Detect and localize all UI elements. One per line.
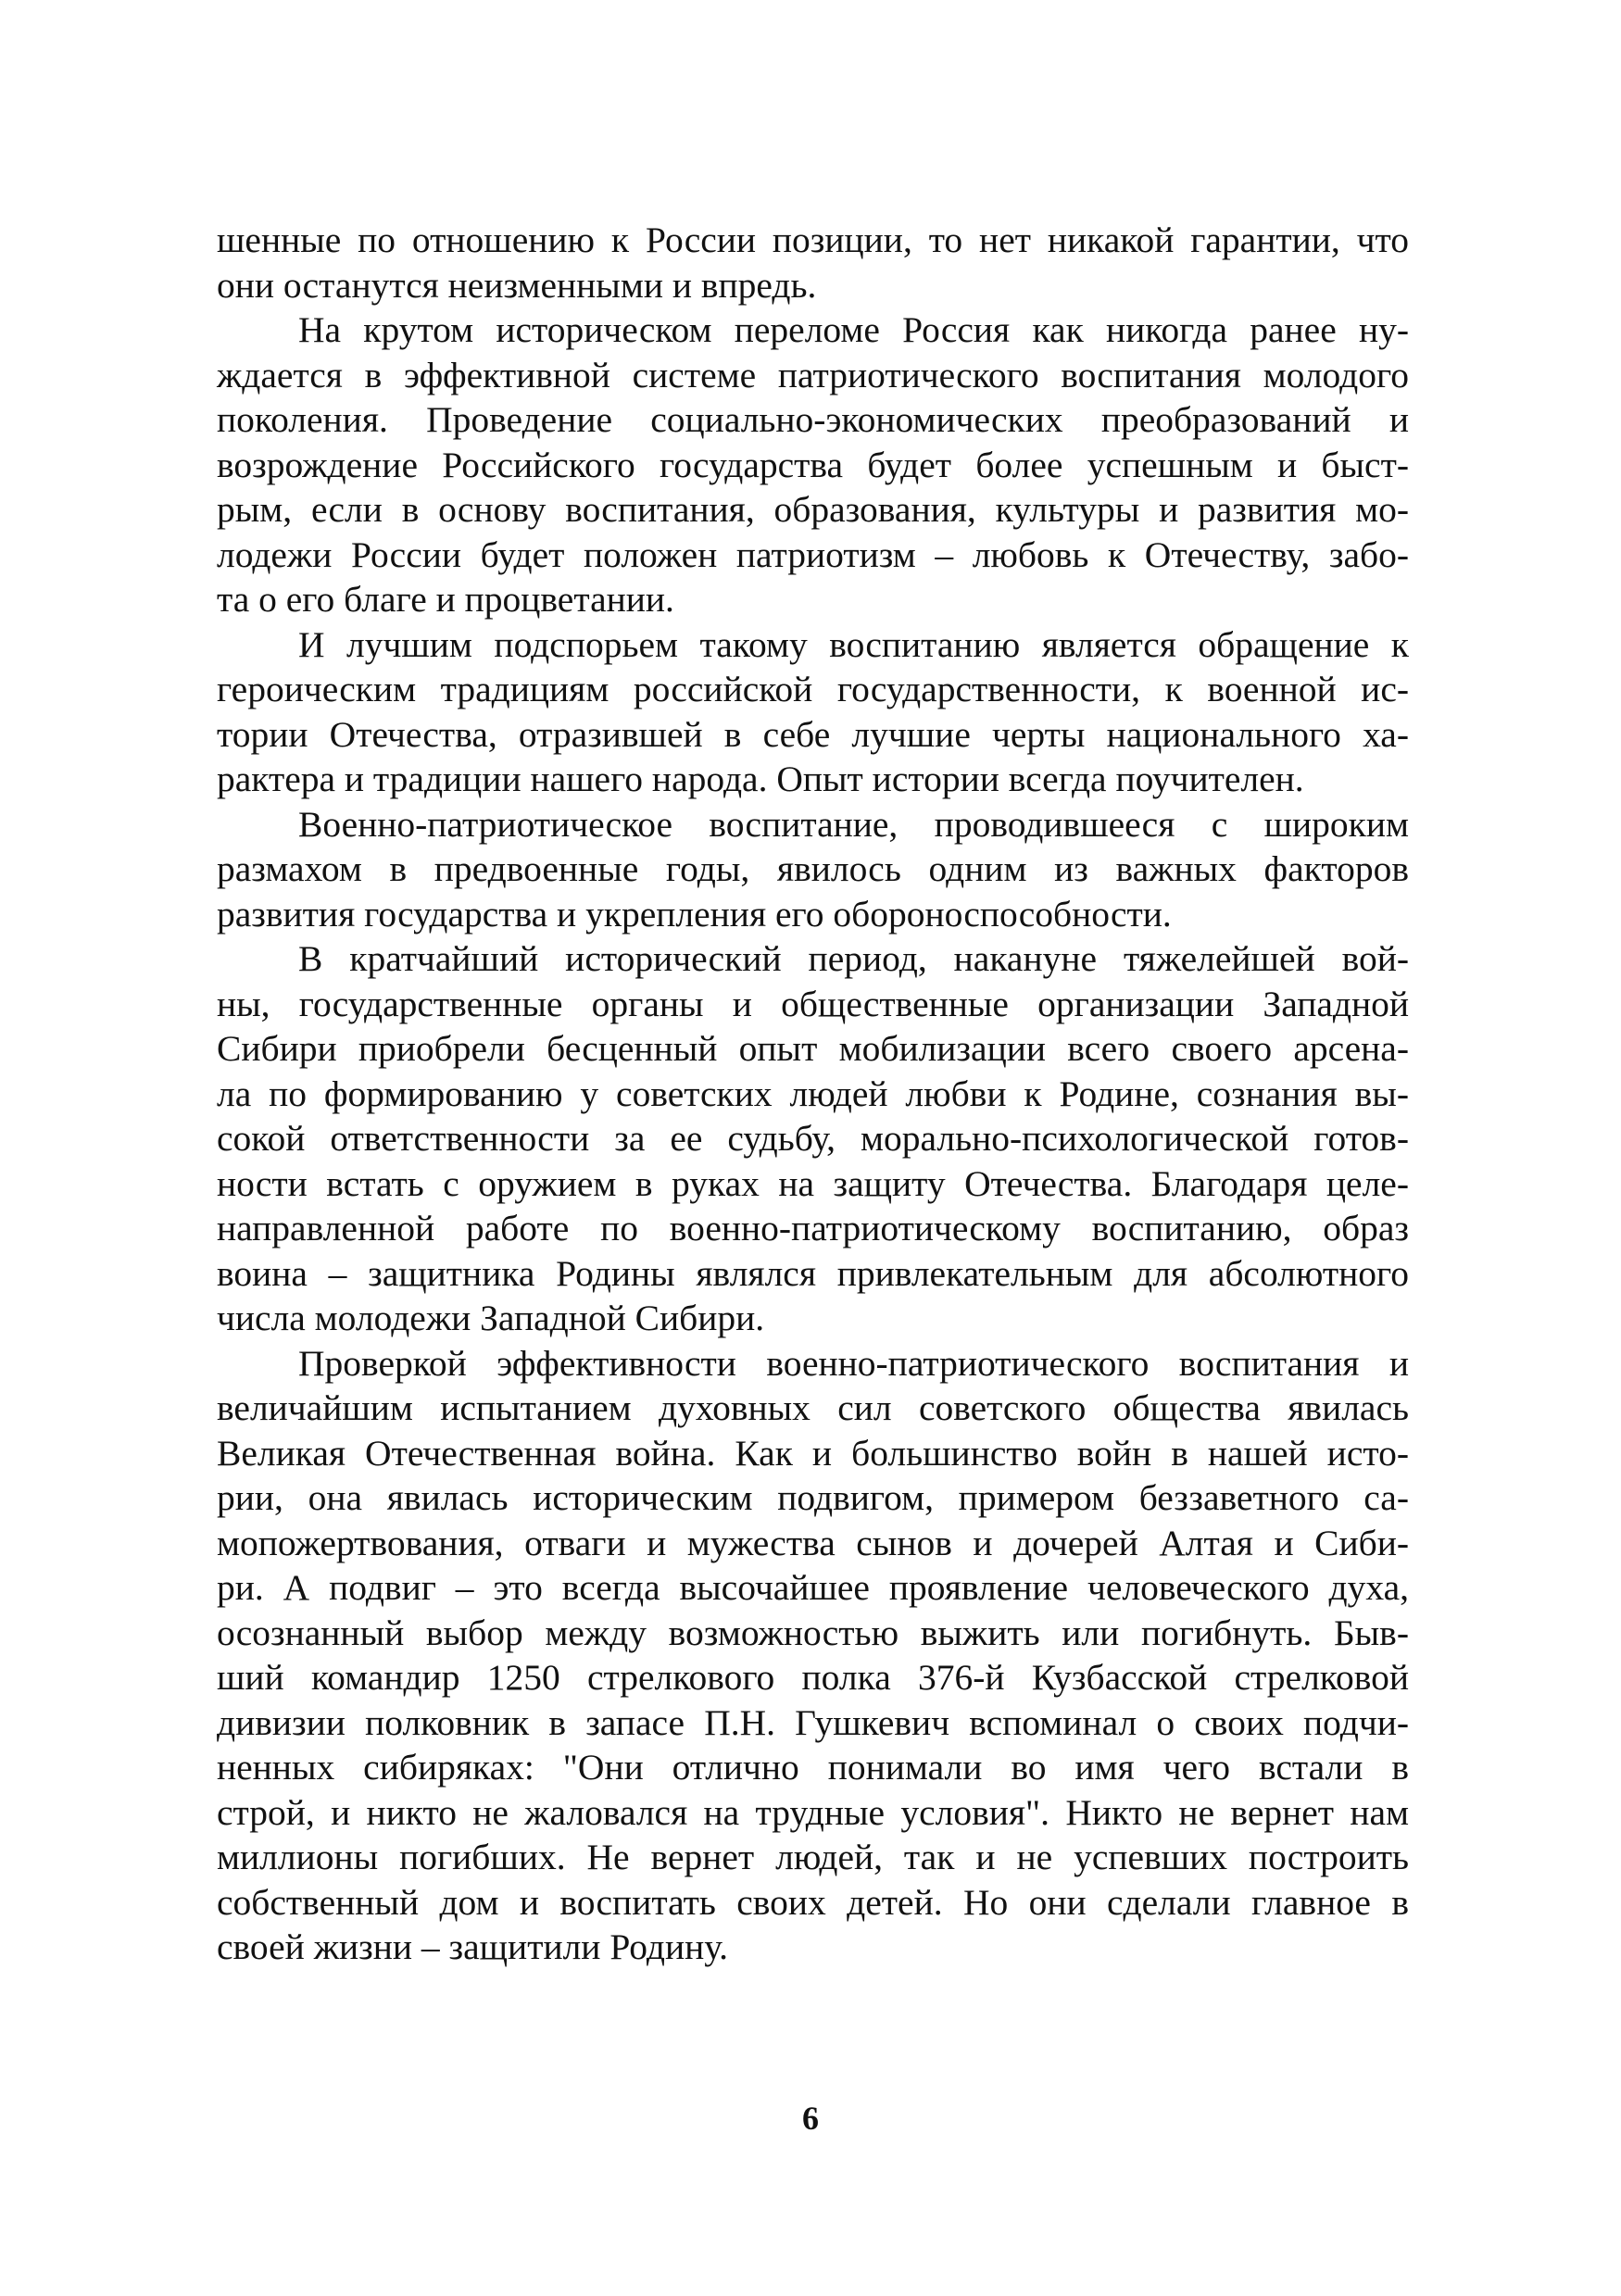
text-line: строй, и никто не жаловался на трудные условия". Никто не вернет нам: [217, 1791, 1409, 1833]
text-line: они останутся неизменными и впредь.: [217, 264, 817, 306]
text-line: дивизии полковник в запасе П.Н. Гушкевич вспоминал о своих подчи-: [217, 1701, 1409, 1743]
text-line: Сибири приобрели бесценный опыт мобилизации всего своего арсена-: [217, 1028, 1409, 1069]
text-line: поколения. Проведение социально-экономических преобразований и: [217, 399, 1409, 440]
text-line: мопожертвования, отваги и мужества сынов и дочерей Алтая и Сиби-: [217, 1522, 1409, 1563]
text-line: лодежи России будет положен патриотизм – любовь к Отечеству, забо-: [217, 533, 1409, 575]
text-line: сокой ответственности за ее судьбу, морально-психологической готов-: [217, 1118, 1409, 1159]
text-line: своей жизни – защитили Родину.: [217, 1926, 728, 1967]
text-line: собственный дом и воспитать своих детей. Но они сделали главное в: [217, 1881, 1409, 1923]
paragraph: [217, 622, 1409, 802]
text-line: миллионы погибших. Не вернет людей, так и не успевших построить: [217, 1837, 1409, 1877]
text-line: рактера и традиции нашего народа. Опыт истории всегда поучителен.: [217, 759, 1304, 799]
paragraph: [217, 218, 1409, 307]
paragraph: [217, 936, 1409, 1341]
text-line: И лучшим подспорьем такому воспитанию является обращение к: [298, 623, 1409, 665]
text-line: ности встать с оружием в руках на защиту Отечества. Благодаря целе-: [217, 1162, 1409, 1204]
text-line: направленной работе по военно-патриотическому воспитанию, образ: [217, 1208, 1409, 1248]
text-line: ри. А подвиг – это всегда высочайшее проявление человеческого духа,: [217, 1567, 1409, 1608]
text-line: величайшим испытанием духовных сил советского общества явилась: [217, 1387, 1409, 1428]
paragraph: [217, 1341, 1409, 1970]
text-line: ла по формированию у советских людей любви к Родине, сознания вы-: [217, 1073, 1409, 1114]
paragraph: [217, 307, 1409, 622]
text-line: тории Отечества, отразившей в себе лучшие черты национального ха-: [217, 713, 1409, 755]
text-line: развития государства и укрепления его обороноспособности.: [217, 893, 1172, 935]
text-line: На крутом историческом переломе Россия как никогда ранее ну-: [298, 309, 1409, 350]
paragraph: [217, 802, 1409, 937]
text-line: ждается в эффективной системе патриотического воспитания молодого: [217, 354, 1409, 395]
body-text: [217, 218, 1409, 1970]
text-line: воина – защитника Родины являлся привлекательным для абсолютного: [217, 1252, 1409, 1294]
text-line: рым, если в основу воспитания, образования, культуры и развития мо-: [217, 489, 1409, 530]
text-line: ны, государственные органы и общественные организации Западной: [217, 983, 1409, 1024]
text-line: Великая Отечественная война. Как и большинство войн в нашей исто-: [217, 1432, 1409, 1474]
text-line: числа молодежи Западной Сибири.: [217, 1298, 765, 1338]
text-line: Военно-патриотическое воспитание, проводившееся с широким: [298, 803, 1409, 845]
text-line: возрождение Российского государства будет более успешным и быст-: [217, 444, 1409, 485]
text-line: ший командир 1250 стрелкового полка 376-й Кузбасской стрелковой: [217, 1657, 1409, 1698]
text-line: осознанный выбор между возможностью выжить или погибнуть. Быв-: [217, 1612, 1409, 1653]
text-line: В кратчайший исторический период, накануне тяжелейшей вой-: [298, 938, 1409, 979]
text-line: ненных сибиряках: "Они отлично понимали во имя чего встали в: [217, 1747, 1409, 1788]
text-line: та о его благе и процветании.: [217, 579, 674, 620]
page-number: 6: [802, 2100, 819, 2137]
text-line: размахом в предвоенные годы, явилось одним из важных факторов: [217, 848, 1409, 889]
text-line: Проверкой эффективности военно-патриотического воспитания и: [298, 1342, 1409, 1384]
text-line: героическим традициям российской государственности, к военной ис-: [217, 669, 1409, 709]
text-line: шенные по отношению к России позиции, то нет никакой гарантии, что: [217, 220, 1409, 260]
text-line: рии, она явилась историческим подвигом, примером беззаветного са-: [217, 1477, 1409, 1518]
